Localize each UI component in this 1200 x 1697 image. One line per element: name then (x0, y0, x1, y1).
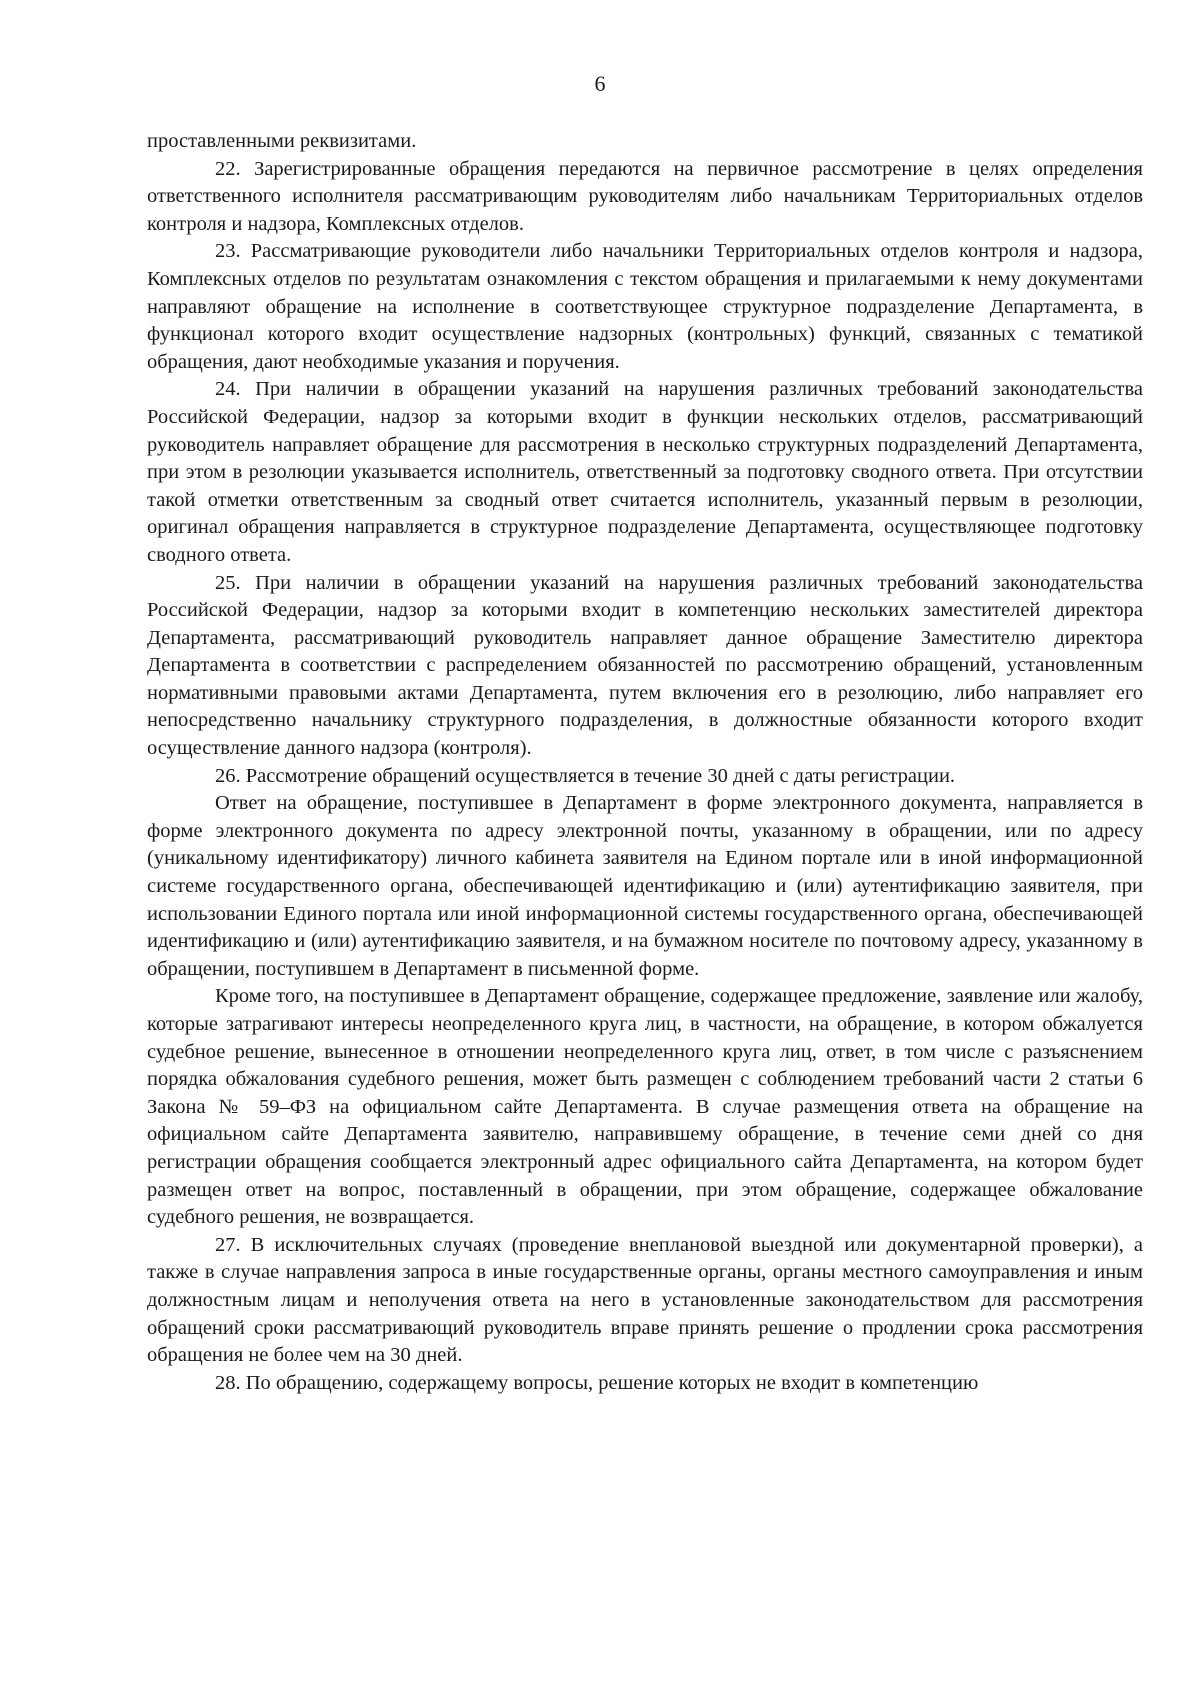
paragraph-item-26: 26. Рассмотрение обращений осуществляется в течение 30 дней с даты регистрации. (215, 764, 956, 787)
paragraph-item-22: 22. Зарегистрированные обращения передаются на первичное рассмотрение в целях определения ответственного исполнителя рассматривающим руководителям либо начальникам Территориальных отделов контроля и надзора, Комплексных отделов. (147, 157, 1143, 235)
paragraph-item-23: 23. Рассматривающие руководители либо начальники Территориальных отделов контроля и надзора, Комплексных отделов по результатам ознакомления с текстом обращения и прилагаемыми к нему документами направляют обращение на исполнение в соответствующее структурное подразделение Департамента, в функционал которого входит осуществление надзорных (контрольных) функций, связанных с тематикой обращения, дают необходимые указания и поручения. (147, 240, 1143, 373)
paragraph-public-reply: Кроме того, на поступившее в Департамент обращение, содержащее предложение, заявление или жалобу, которые затрагивают интересы неопределенного круга лиц, в частности, на обращение, в котором обжалуется судебное решение, вынесенное в отношении неопределенного круга лиц, ответ, в том числе с разъяснением порядка обжалования судебного решения, может быть размещен с соблюдением требований части 2 статьи 6 Закона № 59–ФЗ на официальном сайте Департамента. В случае размещения ответа на обращение на официальном сайте Департамента заявителю, направившему обращение, в течение семи дней со дня регистрации обращения сообщается электронный адрес официального сайта Департамента, на котором будет размещен ответ на вопрос, поставленный в обращении, при этом обращение, содержащее обжалование судебного решения, не возвращается. (147, 985, 1143, 1229)
paragraph-electronic-reply: Ответ на обращение, поступившее в Департамент в форме электронного документа, направляется в форме электронного документа по адресу электронной почты, указанному в обращении, или по адресу (уникальному идентификатору) личного кабинета заявителя на Едином портале или в иной информационной системе государственного органа, обеспечивающей идентификацию и (или) аутентификацию заявителя, при использовании Единого портала или иной информационной системы государственного органа, обеспечивающей идентификацию и (или) аутентификацию заявителя, и на бумажном носителе по почтовому адресу, указанному в обращении, поступившем в Департамент в письменной форме. (147, 792, 1143, 980)
paragraph-item-27: 27. В исключительных случаях (проведение внеплановой выездной или документарной проверки), а также в случае направления запроса в иные государственные органы, органы местного самоуправления и иным должностным лицам и неполучения ответа на него в установленные законодательством для рассмотрения обращений сроки рассматривающий руководитель вправе принять решение о продлении срока рассмотрения обращения не более чем на 30 дней. (147, 1233, 1143, 1367)
paragraph-item-28: 28. По обращению, содержащему вопросы, решение которых не входит в компетенцию (215, 1371, 979, 1394)
paragraph-continuation: проставленными реквизитами. (147, 130, 417, 152)
document-body (147, 128, 1143, 1397)
paragraph-item-25: 25. При наличии в обращении указаний на нарушения различных требований законодательства Российской Федерации, надзор за которыми входит в компетенцию нескольких заместителей директора Департамента, рассматривающий руководитель направляет данное обращение Заместителю директора Департамента в соответствии с распределением обязанностей по рассмотрению обращений, установленным нормативными правовыми актами Департамента, путем включения его в резолюцию, либо направляет его непосредственно начальнику структурного подразделения, в должностные обязанности которого входит осуществление данного надзора (контроля). (147, 571, 1143, 760)
paragraph-item-24: 24. При наличии в обращении указаний на нарушения различных требований законодательства Российской Федерации, надзор за которыми входит в функции нескольких отделов, рассматривающий руководитель направляет обращение для рассмотрения в несколько структурных подразделений Департамента, при этом в резолюции указывается исполнитель, ответственный за подготовку сводного ответа. При отсутствии такой отметки ответственным за сводный ответ считается исполнитель, указанный первым в резолюции, оригинал обращения направляется в структурное подразделение Департамента, осуществляющее подготовку сводного ответа. (147, 378, 1143, 566)
page-number: 6 (594, 71, 606, 96)
